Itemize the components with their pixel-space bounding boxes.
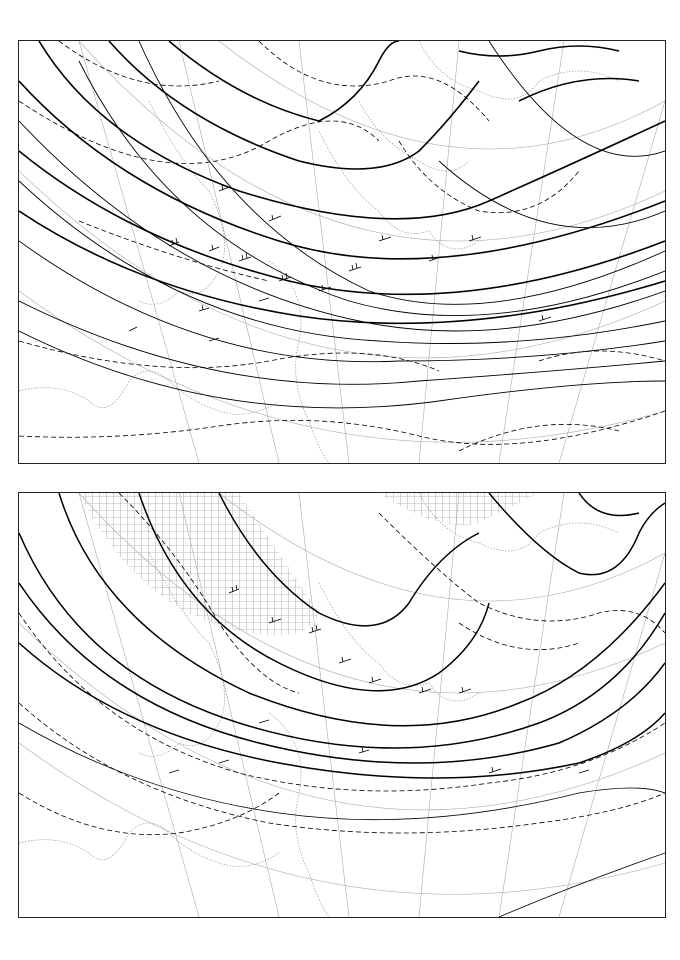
map-500hpa bbox=[18, 492, 666, 918]
map-300hpa bbox=[18, 40, 666, 464]
hatched-area bbox=[79, 493, 319, 636]
hatched-area bbox=[379, 493, 539, 525]
map-500hpa-lines bbox=[19, 493, 665, 917]
map-300hpa-lines bbox=[19, 41, 665, 463]
